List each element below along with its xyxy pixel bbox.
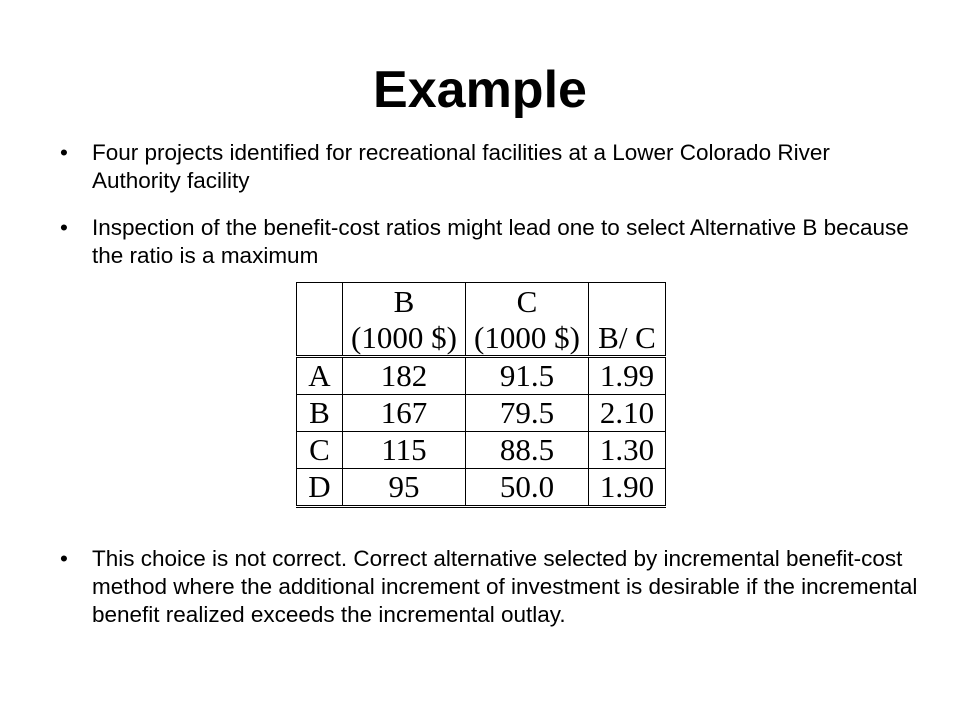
bullet-item [60, 545, 920, 629]
table-cell: 115 [343, 432, 466, 469]
header-cell: (1000 $) [343, 319, 466, 357]
header-cell [297, 283, 343, 320]
row-label-cell: D [297, 469, 343, 507]
header-cell: B/ C [589, 319, 666, 357]
bullet-item [60, 139, 920, 195]
bullet-item [60, 214, 920, 270]
table-cell: 2.10 [589, 395, 666, 432]
header-cell [297, 319, 343, 357]
table-cell: 1.90 [589, 469, 666, 507]
table-header-row [297, 319, 666, 357]
table-row [297, 469, 666, 507]
table-row [297, 395, 666, 432]
header-cell [589, 283, 666, 320]
header-cell: B [343, 283, 466, 320]
bullet-text: Four projects identified for recreational facilities at a Lower Colorado River Authority facility [92, 140, 830, 193]
table-header-row [297, 283, 666, 320]
table-row [297, 432, 666, 469]
bullet-icon: • [60, 546, 68, 571]
table-cell: 1.99 [589, 357, 666, 395]
bullet-text: This choice is not correct. Correct alternative selected by incremental benefit-cost method where the additional increment of investment is desirable if the incremental benefit realized exceeds the incremental outlay. [92, 546, 918, 627]
bullet-icon: • [60, 215, 68, 240]
header-cell: (1000 $) [466, 319, 589, 357]
slide-title: Example [373, 61, 587, 119]
table-cell: 50.0 [466, 469, 589, 507]
data-table [296, 282, 666, 508]
table-cell: 1.30 [589, 432, 666, 469]
table-cell: 91.5 [466, 357, 589, 395]
benefit-cost-table [296, 282, 666, 508]
table-cell: 182 [343, 357, 466, 395]
bullet-icon: • [60, 140, 68, 165]
table-row [297, 357, 666, 395]
row-label-cell: B [297, 395, 343, 432]
row-label-cell: A [297, 357, 343, 395]
table-cell: 167 [343, 395, 466, 432]
table-cell: 95 [343, 469, 466, 507]
table-cell: 88.5 [466, 432, 589, 469]
header-cell: C [466, 283, 589, 320]
row-label-cell: C [297, 432, 343, 469]
bullet-text: Inspection of the benefit-cost ratios might lead one to select Alternative B because the ratio is a maximum [92, 215, 909, 268]
table-cell: 79.5 [466, 395, 589, 432]
